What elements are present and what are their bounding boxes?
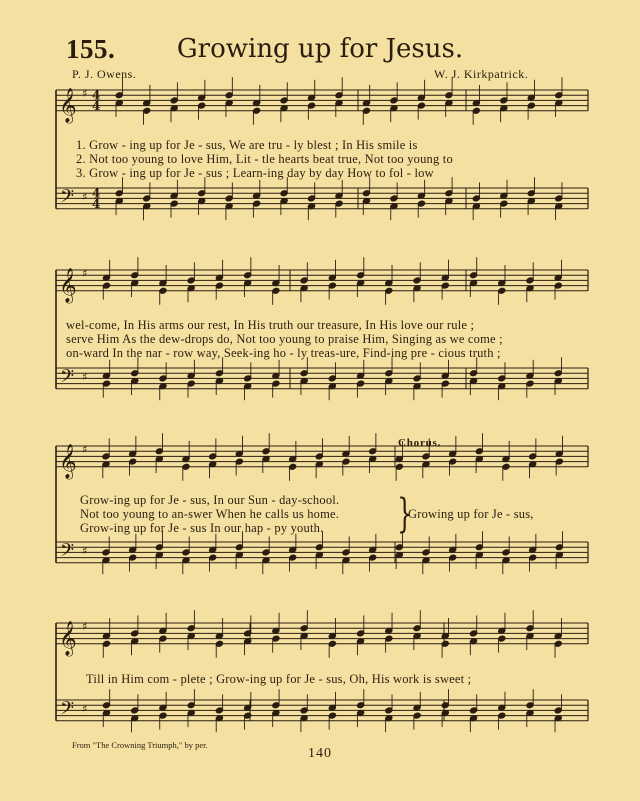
system1-verse3: 3. Grow - ing up for Je - sus ; Learn-ing day by day How to fol - low <box>76 166 434 180</box>
bass-clef: 𝄢 <box>60 540 75 566</box>
key-sharp: ♯ <box>82 87 88 101</box>
system4-lyrics: Till in Him com - plete ; Grow-ing up for Je - sus, Oh, His work is sweet ; <box>86 672 472 686</box>
system2-verse2: serve Him As the dew-drops do, Not too young to praise Him, Singing as we come ; <box>66 332 503 346</box>
key-sharp: ♯ <box>82 544 88 558</box>
key-sharp: ♯ <box>82 267 88 281</box>
composer-credit: W. J. Kirkpatrick. <box>434 67 529 81</box>
key-sharp: ♯ <box>82 620 88 634</box>
system3-verse3: Grow-ing up for Je - sus In our hap - py youth. <box>80 521 324 535</box>
chorus-refrain: Growing up for Je - sus, <box>408 507 534 521</box>
system2-verse3: on-ward In the nar - row way, Seek-ing ho - ly treas-ure, Find-ing pre - cious truth ; <box>66 346 501 360</box>
time-signature: 4 <box>92 88 101 103</box>
treble-clef: 𝄞 <box>59 620 77 656</box>
bass-clef: 𝄢 <box>60 698 75 724</box>
hymn-title: Growing up for Jesus. <box>176 34 464 64</box>
source-credit: From "The Crowning Triumph," by per. <box>72 740 208 750</box>
treble-clef: 𝄞 <box>59 443 77 479</box>
hymn-number: 155. <box>66 34 116 64</box>
key-sharp: ♯ <box>82 190 88 204</box>
system3-verse1: Grow-ing up for Je - sus, In our Sun - day-school. <box>80 493 340 507</box>
key-sharp: ♯ <box>82 370 88 384</box>
time-signature: 4 <box>92 98 101 113</box>
time-signature: 4 <box>92 196 101 211</box>
chorus-label: Chorus. <box>398 437 442 449</box>
key-sharp: ♯ <box>82 443 88 457</box>
treble-clef: 𝄞 <box>59 267 77 303</box>
system1-verse2: 2. Not too young to love Him, Lit - tle hearts beat true, Not too young to <box>76 152 453 166</box>
page-number: 140 <box>308 746 332 761</box>
lyricist-credit: P. J. Owens. <box>72 67 137 81</box>
verse-brace: } <box>397 491 413 537</box>
bass-clef: 𝄢 <box>60 366 75 392</box>
system1-verse1: 1. Grow - ing up for Je - sus, We are tru - ly blest ; In His smile is <box>76 138 418 152</box>
treble-clef: 𝄞 <box>59 87 77 123</box>
key-sharp: ♯ <box>82 702 88 716</box>
system3-verse2: Not too young to an-swer When he calls us home. <box>80 507 340 521</box>
time-signature: 4 <box>92 186 101 201</box>
bass-clef: 𝄢 <box>60 186 75 212</box>
system2-verse1: wel-come, In His arms our rest, In His truth our treasure, In His love our rule ; <box>66 318 475 332</box>
